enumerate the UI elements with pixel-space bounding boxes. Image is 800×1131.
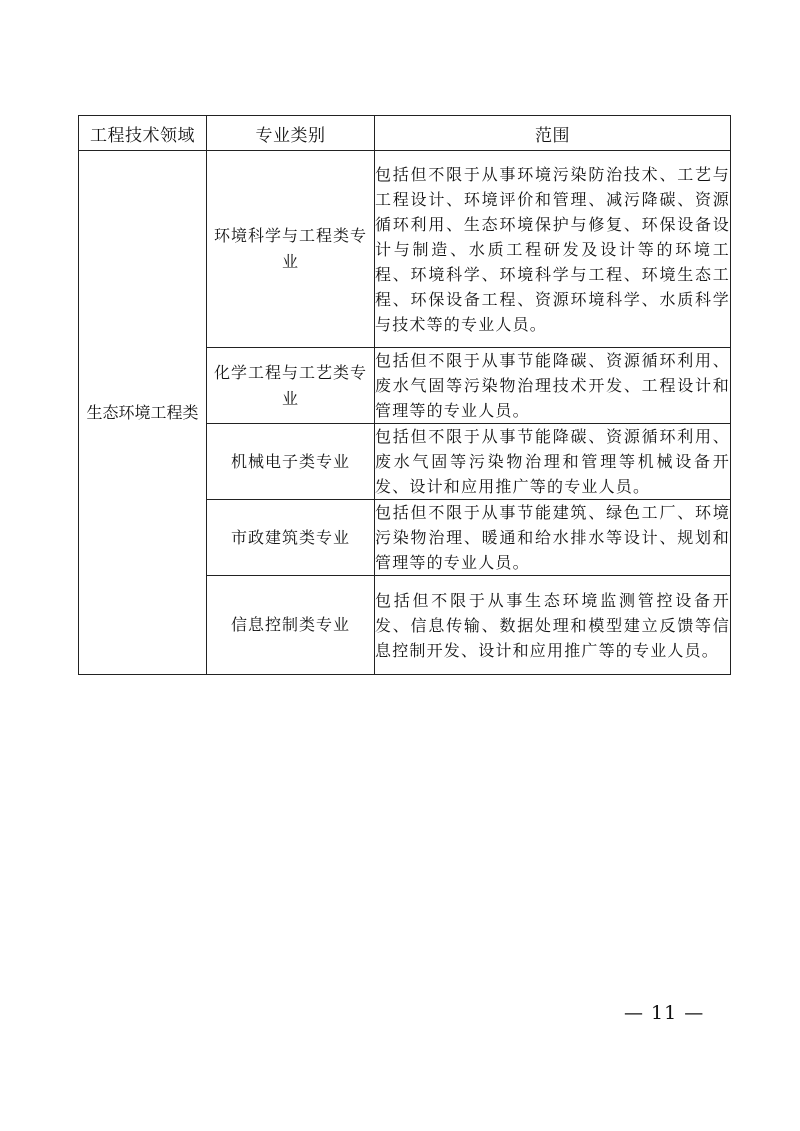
category-cell: 机械电子类专业 <box>207 424 375 500</box>
category-cell: 化学工程与工艺类专业 <box>207 348 375 424</box>
engineering-field-cell: 生态环境工程类 <box>79 151 207 675</box>
header-scope: 范围 <box>375 116 731 151</box>
scope-cell: 包括但不限于从事生态环境监测管控设备开发、信息传输、数据处理和模型建立反馈等信息控制开发、设计和应用推广等的专业人员。 <box>375 576 731 675</box>
scope-cell: 包括但不限于从事节能降碳、资源循环利用、废水气固等污染物治理技术开发、工程设计和管理等的专业人员。 <box>375 348 731 424</box>
category-cell: 信息控制类专业 <box>207 576 375 675</box>
page-number: — 11 — <box>624 1002 705 1024</box>
scope-cell: 包括但不限于从事节能建筑、绿色工厂、环境污染物治理、暖通和给水排水等设计、规划和管理等的专业人员。 <box>375 500 731 576</box>
category-cell: 环境科学与工程类专业 <box>207 151 375 348</box>
scope-cell: 包括但不限于从事环境污染防治技术、工艺与工程设计、环境评价和管理、减污降碳、资源循环利用、生态环境保护与修复、环保设备设计与制造、水质工程研发及设计等的环境工程、环境科学、环境科学与工程、环境生态工程、环保设备工程、资源环境科学、水质科学与技术等的专业人员。 <box>375 151 731 348</box>
scope-cell: 包括但不限于从事节能降碳、资源循环利用、废水气固等污染物治理和管理等机械设备开发、设计和应用推广等的专业人员。 <box>375 424 731 500</box>
header-professional-category: 专业类别 <box>207 116 375 151</box>
table-header-row <box>79 116 731 151</box>
category-cell: 市政建筑类专业 <box>207 500 375 576</box>
table-row <box>79 151 731 348</box>
professional-scope-table <box>78 115 731 675</box>
header-engineering-field: 工程技术领域 <box>79 116 207 151</box>
